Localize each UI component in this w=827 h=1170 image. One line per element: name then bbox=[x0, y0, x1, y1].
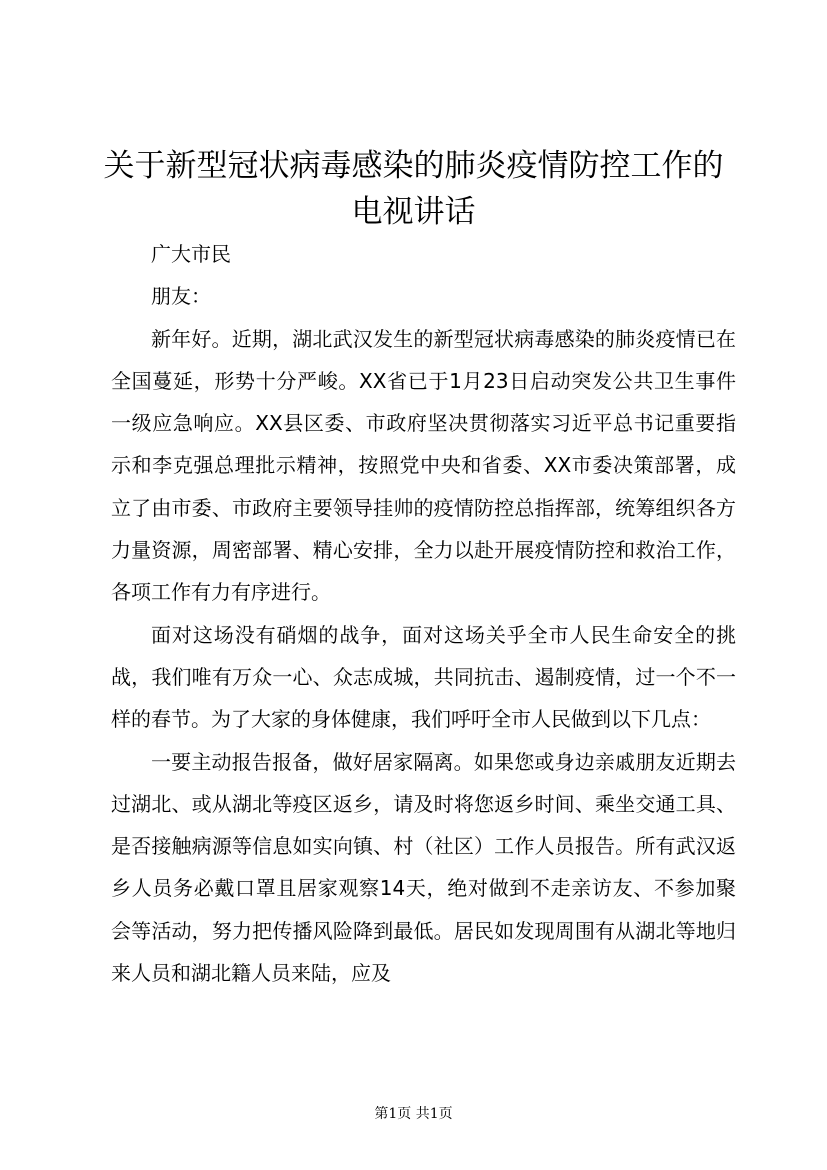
document-body bbox=[111, 233, 736, 994]
paragraph-1: 新年好。近期，湖北武汉发生的新型冠状病毒感染的肺炎疫情已在全国蔓延，形势十分严峻。XX省已于1月23日启动突发公共卫生事件一级应急响应。XX县区委、市政府坚决贯彻落实习近平总书记重要指示和李克强总理批示精神，按照党中央和省委、XX市委决策部署，成立了由市委、市政府主要领导挂帅的疫情防控总指挥部，统筹组织各方力量资源，周密部署、精心安排，全力以赴开展疫情防控和救治工作，各项工作有力有序进行。 bbox=[111, 326, 736, 605]
paragraph-2: 面对这场没有硝烟的战争，面对这场关乎全市人民生命安全的挑战，我们唯有万众一心、众志成城，共同抗击、遏制疫情，过一个不一样的春节。为了大家的身体健康，我们呼吁全市人民做到以下几点： bbox=[111, 622, 736, 732]
document-title: 关于新型冠状病毒感染的肺炎疫情防控工作的电视讲话 bbox=[103, 148, 724, 230]
page-footer: 第1页 共1页 bbox=[374, 1106, 453, 1122]
paragraph-3: 一要主动报告报备，做好居家隔离。如果您或身边亲戚朋友近期去过湖北、或从湖北等疫区返乡，请及时将您返乡时间、乘坐交通工具、是否接触病源等信息如实向镇、村（社区）工作人员报告。所有武汉返乡人员务必戴口罩且居家观察14天，绝对做到不走亲访友、不参加聚会等活动，努力把传播风险降到最低。居民如发现周围有从湖北等地归来人员和湖北籍人员来陆，应及 bbox=[111, 749, 736, 986]
paragraph-salutation-2: 朋友： bbox=[151, 284, 211, 309]
paragraph-salutation-1: 广大市民 bbox=[151, 242, 231, 266]
